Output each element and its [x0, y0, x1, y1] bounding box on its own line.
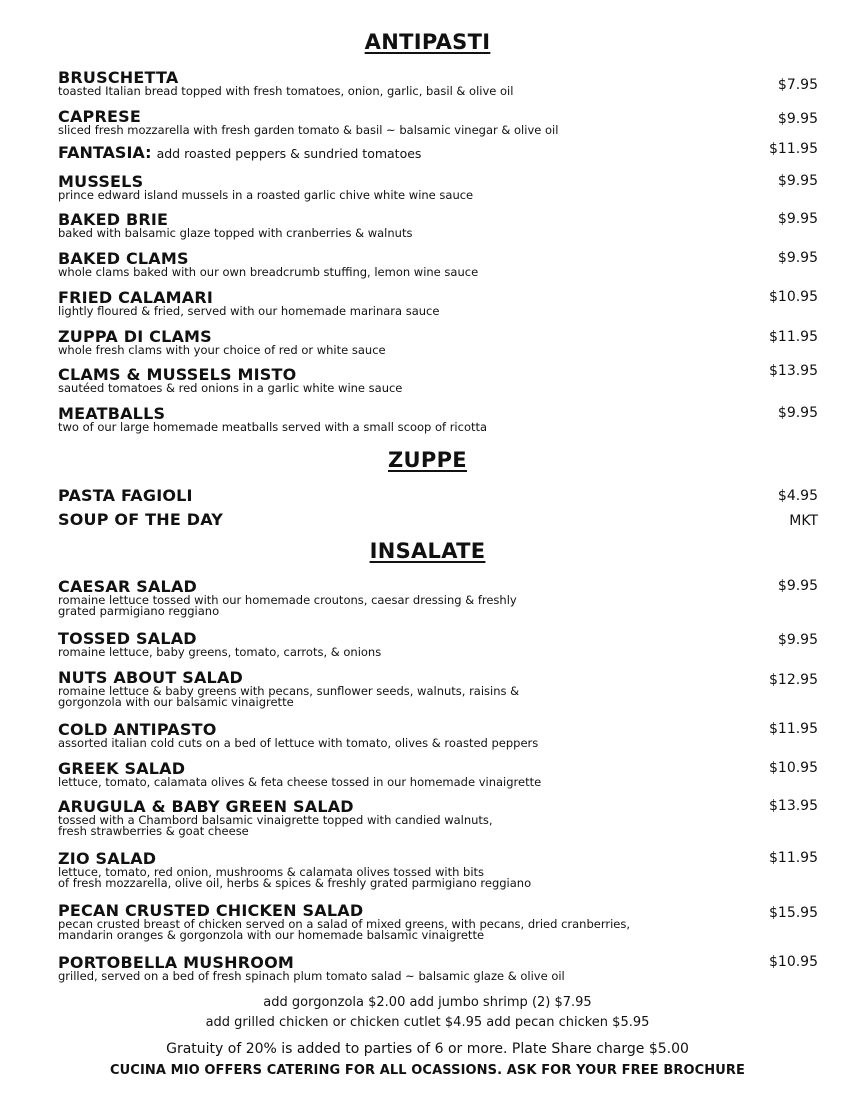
- item-name: MEATBALLS: [58, 404, 166, 423]
- item-name: MUSSELS: [58, 172, 144, 191]
- item-description: sliced fresh mozzarella with fresh garden tomato & basil ~ balsamic vinegar & olive oil: [58, 123, 559, 137]
- item-description: grilled, served on a bed of fresh spinach plum tomato salad ~ balsamic glaze & olive oil: [58, 969, 565, 983]
- item-name: CAPRESE: [58, 107, 141, 126]
- menu-item: [58, 405, 818, 433]
- item-description: lettuce, tomato, red onion, mushrooms & calamata olives tossed with bits: [58, 865, 485, 879]
- item-price: $9.95: [777, 250, 818, 266]
- item-price: $10.95: [769, 954, 818, 970]
- item-price: $9.95: [777, 211, 818, 227]
- menu-item: [58, 630, 818, 658]
- item-name: ZIO SALAD: [58, 849, 157, 868]
- item-price: $9.95: [777, 578, 818, 594]
- item-name: FRIED CALAMARI: [58, 288, 214, 307]
- item-description: lightly floured & fried, served with our homemade marinara sauce: [58, 304, 440, 318]
- menu-item: [58, 902, 818, 941]
- item-price: $11.95: [769, 721, 818, 737]
- item-description: pecan crusted breast of chicken served on a salad of mixed greens, with pecans, dried cranberries,: [58, 917, 631, 931]
- menu-item: [58, 211, 818, 239]
- item-price: $9.95: [777, 405, 818, 421]
- item-price: $12.95: [769, 672, 818, 688]
- menu-item: [58, 669, 818, 708]
- addons-line-2: add grilled chicken or chicken cutlet $4.95 add pecan chicken $5.95: [205, 1015, 650, 1030]
- item-description: romaine lettuce & baby greens with pecans, sunflower seeds, walnuts, raisins &: [58, 684, 520, 698]
- menu-item: [58, 328, 818, 356]
- item-description-cont: gorgonzola with our balsamic vinaigrette: [58, 695, 294, 709]
- catering-note: CUCINA MIO OFFERS CATERING FOR ALL OCASSIONS. ASK FOR YOUR FREE BROCHURE: [110, 1063, 745, 1078]
- item-name: PASTA FAGIOLI: [58, 486, 193, 505]
- menu-item: [58, 760, 818, 788]
- item-name: BAKED CLAMS: [58, 249, 189, 268]
- item-price: $11.95: [769, 141, 818, 157]
- item-price: $4.95: [777, 488, 818, 504]
- item-description: tossed with a Chambord balsamic vinaigrette topped with candied walnuts,: [58, 813, 493, 827]
- item-description: romaine lettuce, baby greens, tomato, carrots, & onions: [58, 645, 382, 659]
- item-price: $9.95: [777, 111, 818, 127]
- item-name: PECAN CRUSTED CHICKEN SALAD: [58, 901, 364, 920]
- item-price: $13.95: [769, 798, 818, 814]
- menu-item-fantasia: [58, 143, 818, 162]
- menu-item: [58, 487, 818, 504]
- item-price: $7.95: [777, 77, 818, 93]
- item-description: romaine lettuce tossed with our homemade croutons, caesar dressing & freshly: [58, 593, 517, 607]
- item-name: TOSSED SALAD: [58, 629, 197, 648]
- item-price: $10.95: [769, 760, 818, 776]
- menu-item: [58, 69, 818, 97]
- item-name: BAKED BRIE: [58, 210, 169, 229]
- addons-line-1: add gorgonzola $2.00 add jumbo shrimp (2) $7.95: [263, 995, 592, 1010]
- section-title-antipasti: ANTIPASTI: [364, 30, 491, 54]
- section-title-insalate: INSALATE: [369, 539, 486, 563]
- item-price: $10.95: [769, 289, 818, 305]
- item-name: COLD ANTIPASTO: [58, 720, 217, 739]
- menu-item: [58, 250, 818, 278]
- menu-item: [58, 954, 818, 982]
- menu-item: [58, 511, 818, 528]
- item-name: CLAMS & MUSSELS MISTO: [58, 365, 297, 384]
- item-description: assorted italian cold cuts on a bed of lettuce with tomato, olives & roasted peppers: [58, 736, 539, 750]
- section-title-zuppe: ZUPPE: [388, 448, 467, 472]
- item-name: GREEK SALAD: [58, 759, 186, 778]
- item-price: $11.95: [769, 329, 818, 345]
- item-price: $9.95: [777, 632, 818, 648]
- item-description: baked with balsamic glaze topped with cranberries & walnuts: [58, 226, 413, 240]
- item-name: BRUSCHETTA: [58, 68, 179, 87]
- menu-item: [58, 798, 818, 837]
- item-name: CAESAR SALAD: [58, 577, 198, 596]
- item-description-cont: fresh strawberries & goat cheese: [58, 824, 249, 838]
- menu-item: [58, 108, 818, 136]
- item-name: SOUP OF THE DAY: [58, 510, 224, 529]
- item-price: $11.95: [769, 850, 818, 866]
- menu-item: [58, 578, 818, 617]
- item-name: NUTS ABOUT SALAD: [58, 668, 244, 687]
- menu-item: [58, 289, 818, 317]
- item-description: sautéed tomatoes & red onions in a garlic white wine sauce: [58, 381, 403, 395]
- item-description-cont: of fresh mozzarella, olive oil, herbs & spices & freshly grated parmigiano reggiano: [58, 876, 532, 890]
- item-description: prince edward island mussels in a roasted garlic chive white wine sauce: [58, 188, 474, 202]
- item-price: MKT: [789, 513, 818, 529]
- item-description-cont: mandarin oranges & gorgonzola with our homemade balsamic vinaigrette: [58, 928, 485, 942]
- item-price: $13.95: [769, 363, 818, 379]
- item-description: two of our large homemade meatballs served with a small scoop of ricotta: [58, 420, 488, 434]
- menu-item: [58, 363, 818, 395]
- item-description: toasted Italian bread topped with fresh tomatoes, onion, garlic, basil & olive oil: [58, 84, 514, 98]
- item-description: whole clams baked with our own breadcrumb stuffing, lemon wine sauce: [58, 265, 479, 279]
- item-name: ZUPPA DI CLAMS: [58, 327, 212, 346]
- item-description: whole fresh clams with your choice of red or white sauce: [58, 343, 386, 357]
- item-description-cont: grated parmigiano reggiano: [58, 604, 220, 618]
- item-description: add roasted peppers & sundried tomatoes: [156, 146, 422, 161]
- item-price: $15.95: [769, 905, 818, 921]
- item-name: ARUGULA & BABY GREEN SALAD: [58, 797, 354, 816]
- item-name: PORTOBELLA MUSHROOM: [58, 953, 294, 972]
- gratuity-note: Gratuity of 20% is added to parties of 6 or more. Plate Share charge $5.00: [166, 1041, 689, 1057]
- item-name: FANTASIA:: [58, 143, 152, 162]
- menu-item: [58, 721, 818, 749]
- menu-item: [58, 850, 818, 889]
- menu-item: [58, 173, 818, 201]
- item-description: lettuce, tomato, calamata olives & feta cheese tossed in our homemade vinaigrette: [58, 775, 542, 789]
- item-price: $9.95: [777, 173, 818, 189]
